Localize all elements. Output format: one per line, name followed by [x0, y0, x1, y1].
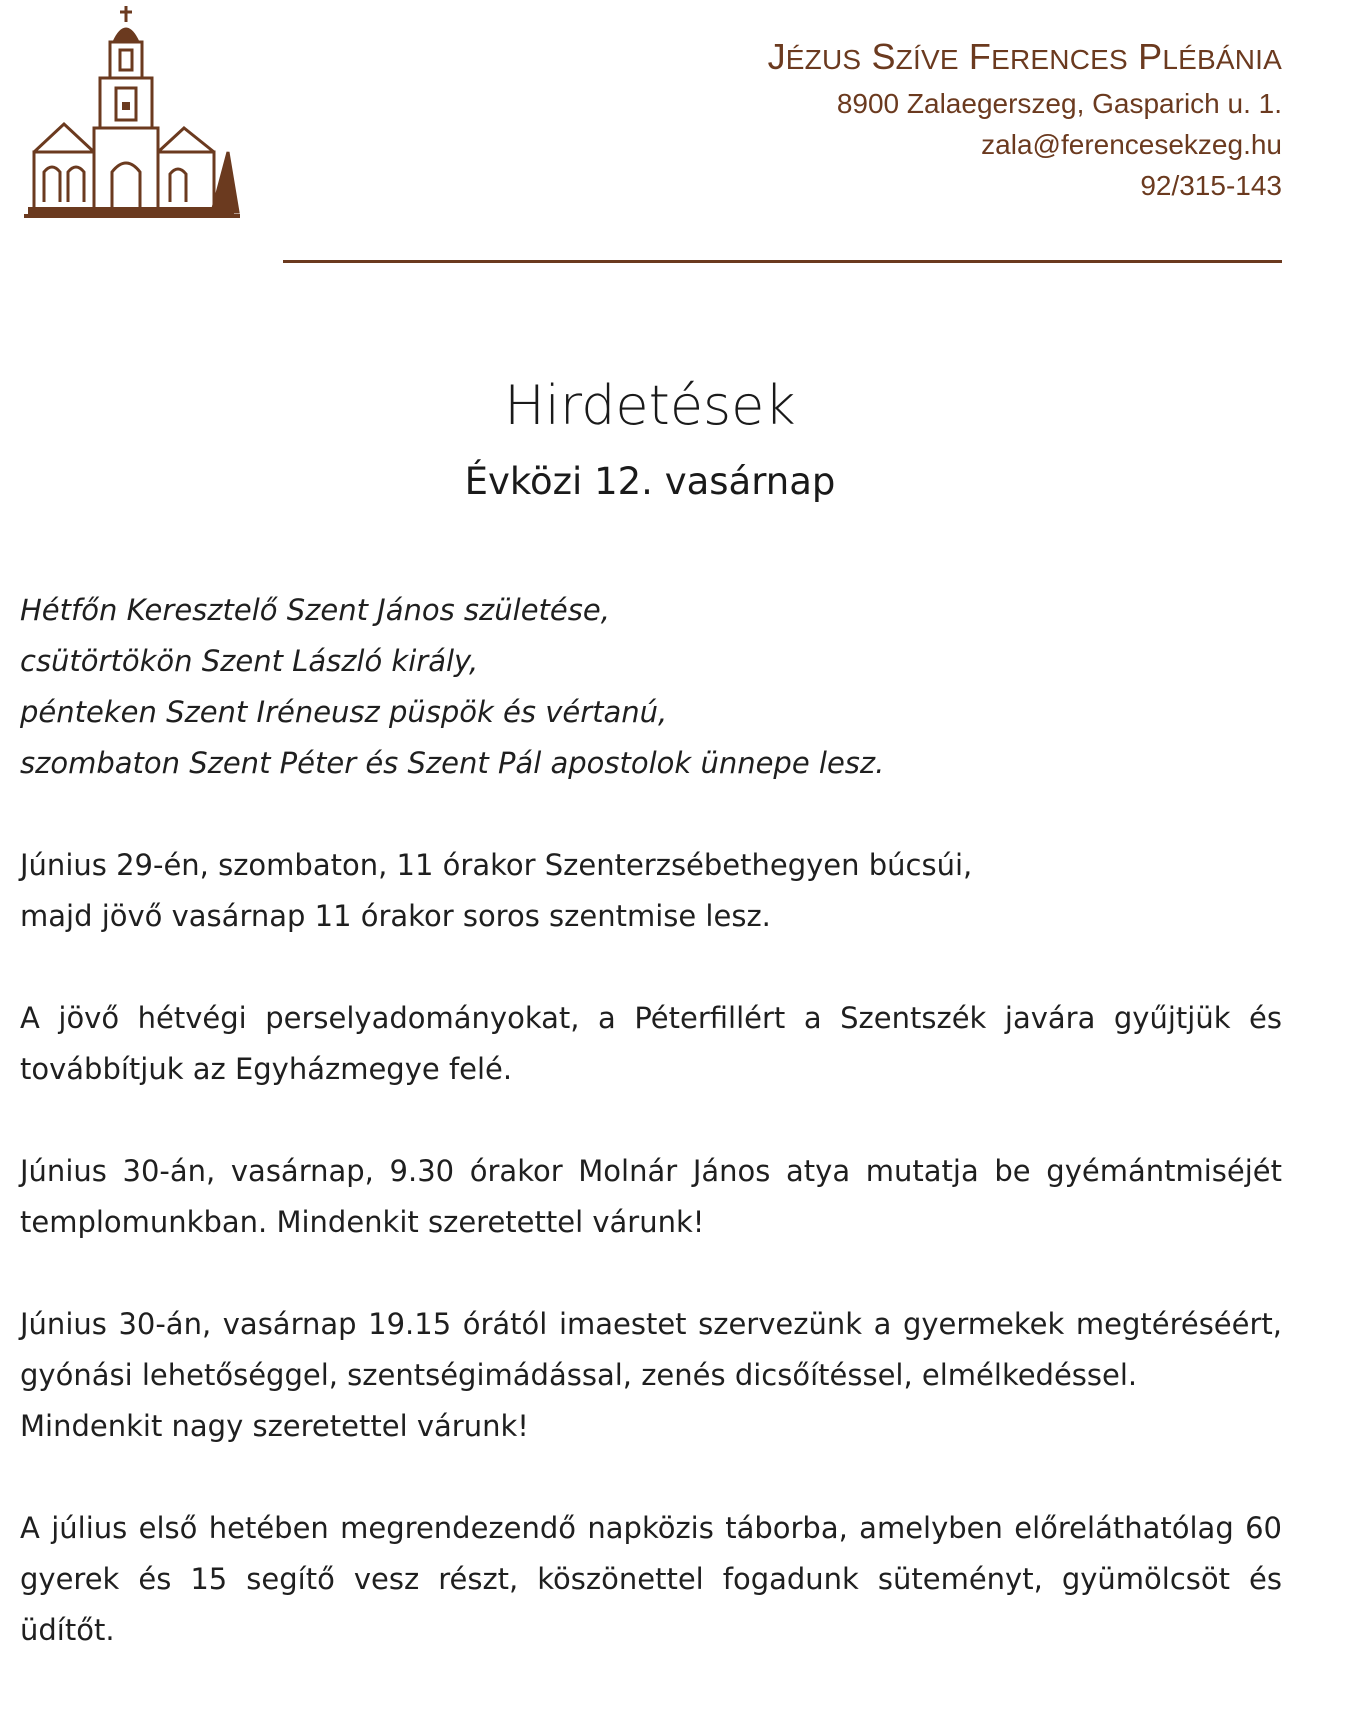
announcement-diamond-mass: Június 30-án, vasárnap, 9.30 órakor Molnár János atya mutatja be gyémántmiséjét templomunkban. Mindenkit szeretettel várunk! — [20, 1154, 1282, 1239]
announcement-day-camp: A július első hetében megrendezendő napközis táborba, amelyben előreláthatólag 60 gyerek és 15 segítő vesz részt, köszönettel fogadunk süteményt, gyümölcsöt és üdítőt. — [20, 1511, 1282, 1647]
feast-days — [20, 585, 1282, 789]
feast-line: Hétfőn Keresztelő Szent János születése, — [20, 593, 610, 627]
church-logo — [14, 2, 244, 238]
announcement-text: Június 30-án, vasárnap 19.15 órától imaestet szervezünk a gyermekek megtéréséért, gyónási lehetőséggel, szentségimádással, zenés dicsőítéssel, elmélkedéssel. — [20, 1307, 1282, 1392]
announcement-line: Június 29-én, szombaton, 11 órakor Szenterzsébethegyen búcsúi, — [20, 848, 973, 882]
parish-name: JÉZUS SZÍVE FERENCES PLÉBÁNIA — [767, 36, 1282, 77]
feast-line: szombaton Szent Péter és Szent Pál apostolok ünnepe lesz. — [20, 746, 885, 780]
feast-line: pénteken Szent Iréneusz püspök és vértanú, — [20, 695, 668, 729]
page-title: Hirdetések — [504, 374, 796, 437]
header-divider — [283, 260, 1282, 263]
parish-address: 8900 Zalaegerszeg, Gasparich u. 1. — [836, 88, 1282, 119]
parish-phone: 92/315-143 — [1140, 170, 1282, 201]
letterhead — [768, 36, 1282, 206]
announcement-bucsu — [20, 840, 1282, 942]
announcement-prayer-evening — [20, 1299, 1282, 1452]
page-subtitle: Évközi 12. vasárnap — [464, 460, 836, 503]
announcements — [20, 585, 1282, 1707]
parish-email[interactable]: zala@ferencesekzeg.hu — [981, 129, 1282, 160]
announcement-text: Mindenkit nagy szeretettel várunk! — [20, 1409, 529, 1443]
feast-line: csütörtökön Szent László király, — [20, 644, 479, 678]
announcement-line: majd jövő vasárnap 11 órakor soros szentmise lesz. — [20, 899, 771, 933]
announcement-collection: A jövő hétvégi perselyadományokat, a Péterfillért a Szentszék javára gyűjtjük és továbbítjuk az Egyházmegye felé. — [20, 1001, 1282, 1086]
